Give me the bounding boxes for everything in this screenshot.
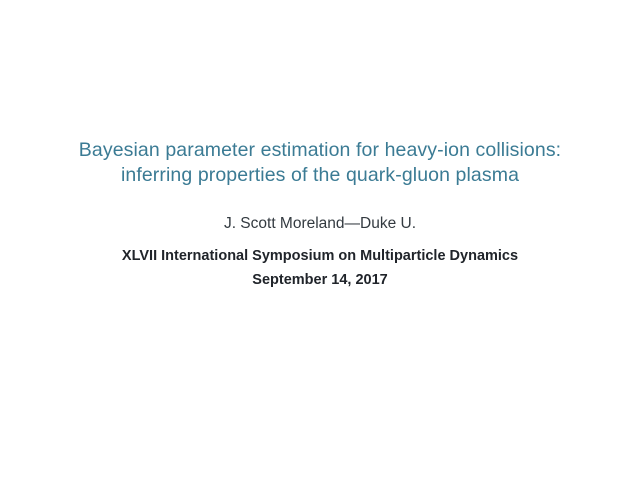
author-block bbox=[0, 213, 640, 235]
slide-title bbox=[0, 138, 640, 188]
author-name: J. Scott Moreland—Duke U. bbox=[223, 215, 417, 232]
title-line-1: Bayesian parameter estimation for heavy-ion collisions: bbox=[78, 139, 562, 161]
presentation-date: September 14, 2017 bbox=[252, 272, 388, 288]
slide-meta bbox=[0, 244, 640, 292]
conference-name: XLVII International Symposium on Multiparticle Dynamics bbox=[121, 248, 519, 264]
title-line-2: inferring properties of the quark-gluon plasma bbox=[120, 164, 520, 186]
